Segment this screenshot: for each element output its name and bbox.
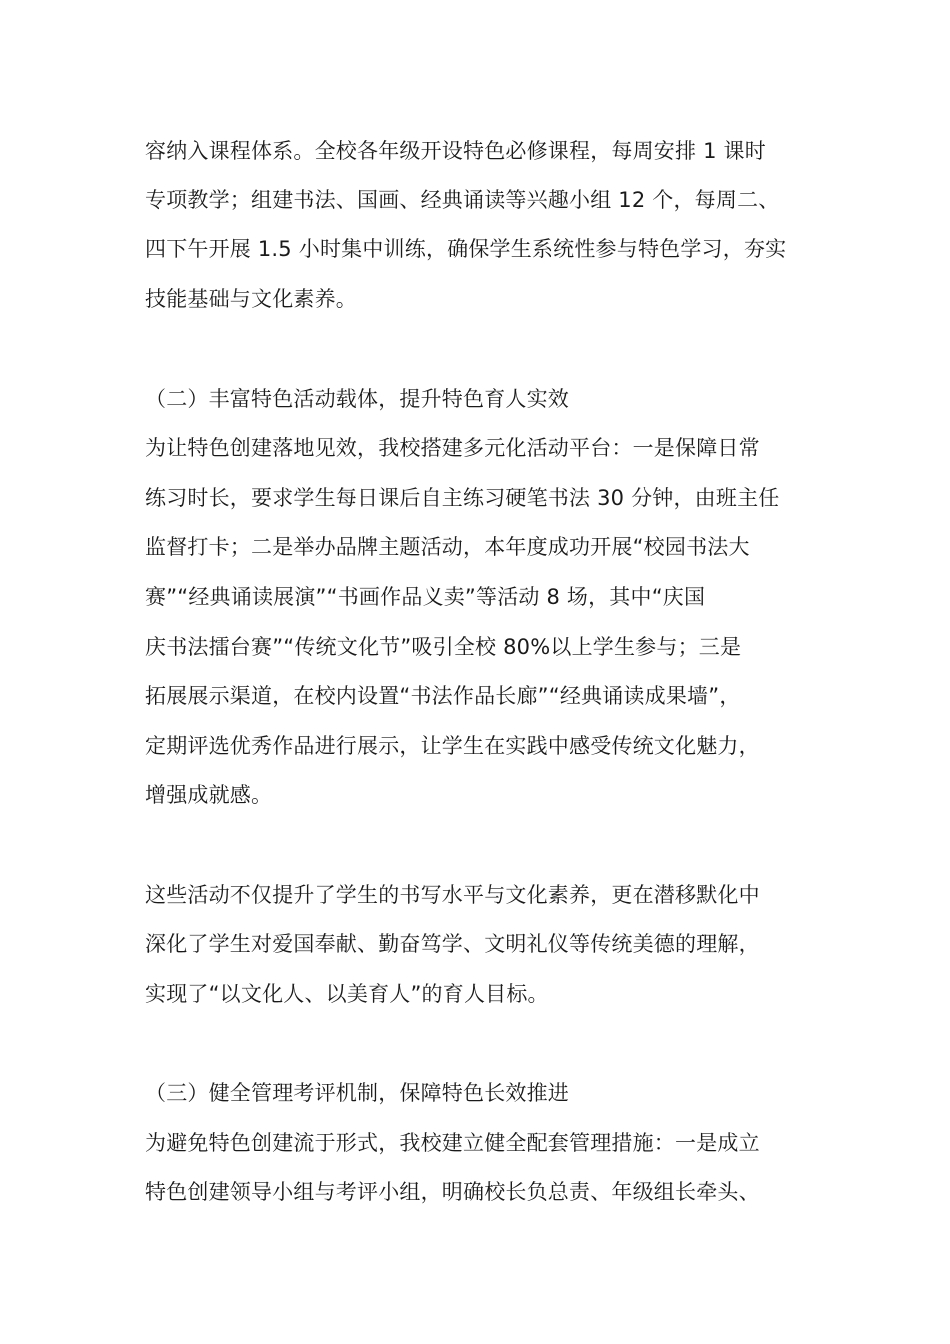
paragraph-line: 四下午开展 1.5 小时集中训练，确保学生系统性参与特色学习，夯实 (145, 237, 787, 261)
paragraph-line: 技能基础与文化素养。 (145, 287, 357, 311)
paragraph-line: 这些活动不仅提升了学生的书写水平与文化素养，更在潜移默化中 (145, 883, 760, 907)
paragraph-line: 庆书法擂台赛”“传统文化节”吸引全校 80%以上学生参与；三是 (145, 635, 742, 659)
paragraph-line: 定期评选优秀作品进行展示，让学生在实践中感受传统文化魅力， (145, 734, 760, 758)
paragraph-line: 增强成就感。 (145, 783, 273, 807)
paragraph-line: 容纳入课程体系。全校各年级开设特色必修课程，每周安排 1 课时 (145, 139, 766, 163)
paragraph-line: 特色创建领导小组与考评小组，明确校长负总责、年级组长牵头、 (145, 1180, 760, 1204)
paragraph-line: 练习时长，要求学生每日课后自主练习硬笔书法 30 分钟，由班主任 (145, 486, 780, 510)
paragraph-line: 为让特色创建落地见效，我校搭建多元化活动平台：一是保障日常 (145, 436, 760, 460)
section-heading: （二）丰富特色活动载体，提升特色育人实效 (145, 387, 569, 411)
paragraph-line: 赛”“经典诵读展演”“书画作品义卖”等活动 8 场，其中“庆国 (145, 585, 706, 609)
section-heading: （三）健全管理考评机制，保障特色长效推进 (145, 1081, 569, 1105)
paragraph-line: 实现了“以文化人、以美育人”的育人目标。 (145, 982, 549, 1006)
paragraph-line: 专项教学；组建书法、国画、经典诵读等兴趣小组 12 个，每周二、 (145, 188, 780, 212)
paragraph-line: 深化了学生对爱国奉献、勤奋笃学、文明礼仪等传统美德的理解， (145, 932, 760, 956)
paragraph-line: 监督打卡；二是举办品牌主题活动，本年度成功开展“校园书法大 (145, 535, 750, 559)
paragraph-line: 为避免特色创建流于形式，我校建立健全配套管理措施：一是成立 (145, 1131, 760, 1155)
paragraph-line: 拓展展示渠道，在校内设置“书法作品长廊”“经典诵读成果墙”， (145, 684, 741, 708)
